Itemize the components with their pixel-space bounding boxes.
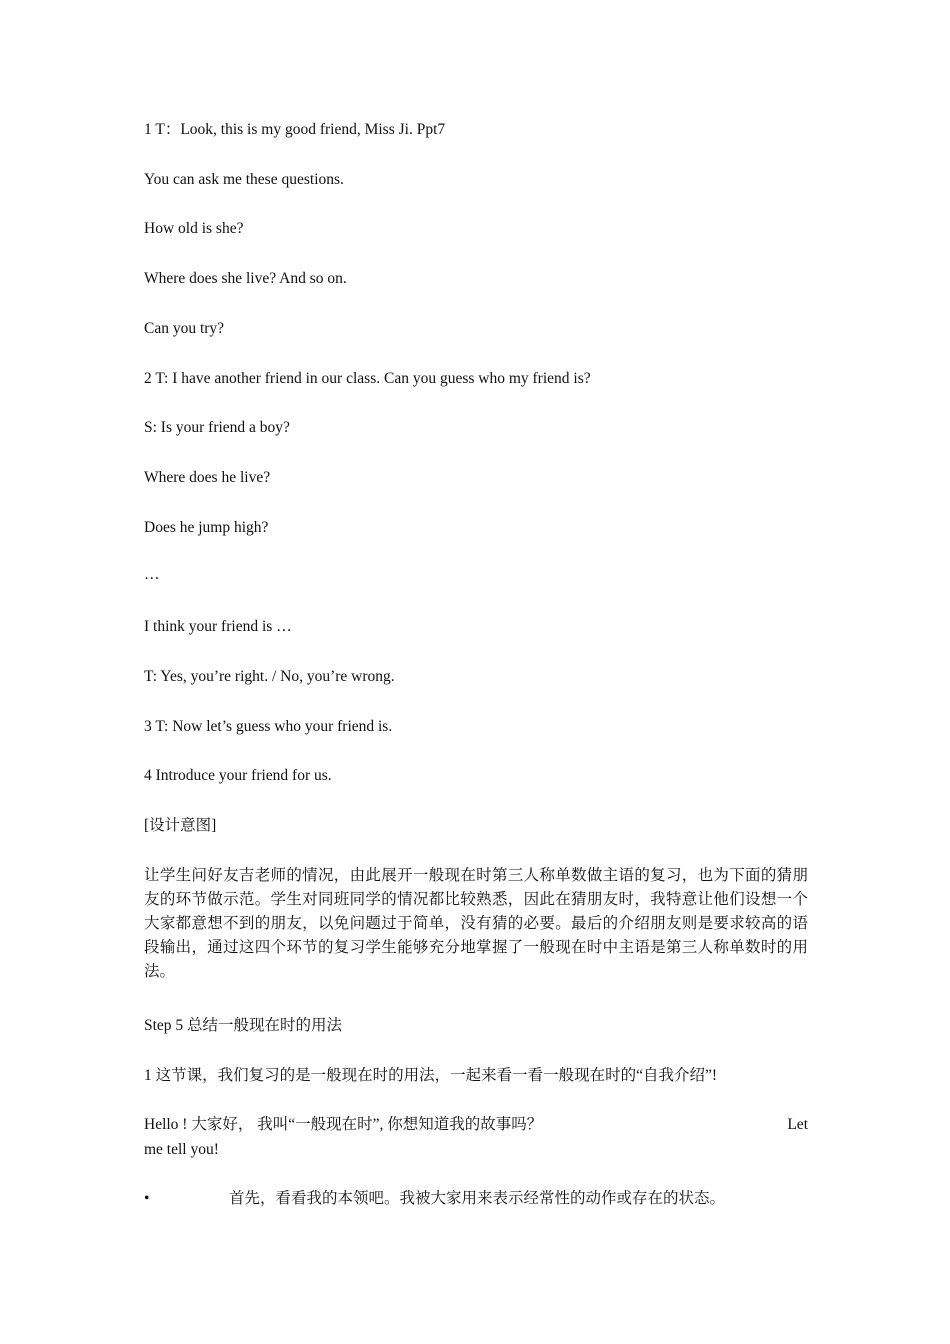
text-line-7: S: Is your friend a boy? bbox=[144, 419, 290, 436]
bullet-text: 首先，看看我的本领吧。我被大家用来表示经常性的动作或存在的状态。 bbox=[229, 1190, 726, 1207]
bullet-icon: • bbox=[144, 1190, 150, 1207]
hello-continuation: me tell you! bbox=[144, 1141, 219, 1158]
text-line-1: 1 T：Look, this is my good friend, Miss Ji. Ppt7 bbox=[144, 121, 446, 138]
hello-row bbox=[144, 1115, 808, 1135]
design-intent-heading: [设计意图] bbox=[144, 817, 217, 834]
text-line-2: You can ask me these questions. bbox=[144, 171, 344, 188]
hello-right-text: Let bbox=[787, 1116, 808, 1133]
text-line-4: Where does she live? And so on. bbox=[144, 270, 347, 287]
text-line-ellipsis: … bbox=[144, 566, 160, 583]
text-line-8: Where does he live? bbox=[144, 469, 271, 486]
text-line-3: How old is she? bbox=[144, 220, 244, 237]
step5-heading: Step 5 总结一般现在时的用法 bbox=[144, 1017, 343, 1034]
text-line-12: T: Yes, you’re right. / No, you’re wrong. bbox=[144, 668, 395, 685]
hello-left-text: Hello ! 大家好， 我叫“一般现在时”, 你想知道我的故事吗？ bbox=[144, 1116, 543, 1133]
text-line-5: Can you try? bbox=[144, 320, 225, 337]
text-line-13: 3 T: Now let’s guess who your friend is. bbox=[144, 718, 393, 735]
text-line-14: 4 Introduce your friend for us. bbox=[144, 767, 332, 784]
design-intent-paragraph: 让学生问好友吉老师的情况，由此展开一般现在时第三人称单数做主语的复习，也为下面的猜朋友的环节做示范。学生对同班同学的情况都比较熟悉，因此在猜朋友时，我特意让他们设想一个大家都意想不到的朋友，以免问题过于简单，没有猜的必要。最后的介绍朋友则是要求较高的语段输出，通过这四个环节的复习学生能够充分地掌握了一般现在时中主语是第三人称单数时的用法。 bbox=[144, 867, 808, 980]
text-line-6: 2 T: I have another friend in our class. Can you guess who my friend is? bbox=[144, 370, 591, 387]
text-line-9: Does he jump high? bbox=[144, 519, 269, 536]
text-line-11: I think your friend is … bbox=[144, 618, 292, 635]
step5-line-1: 1 这节课，我们复习的是一般现在时的用法，一起来看一看一般现在时的“自我介绍”! bbox=[144, 1067, 718, 1084]
